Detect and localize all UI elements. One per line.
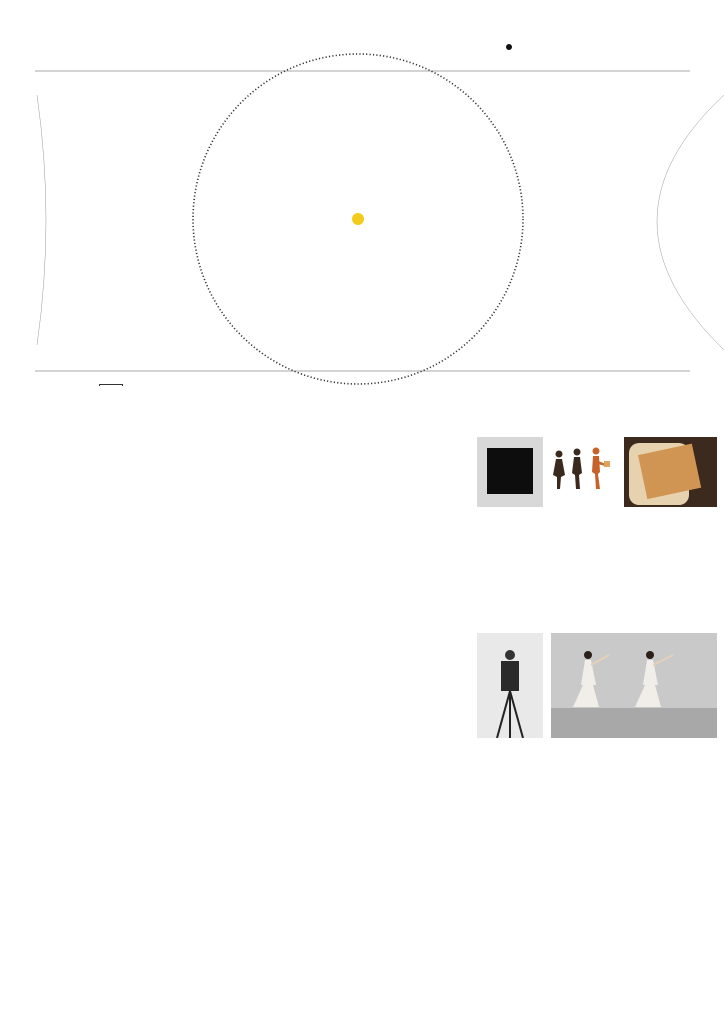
sequence-diagrams (262, 447, 458, 956)
black-tile-icon (487, 448, 533, 494)
sequence-panel-5 (262, 870, 458, 956)
viability-text-block (477, 745, 717, 754)
process-images-row (477, 633, 717, 738)
concha-edge-right (657, 95, 724, 350)
scale-bar (99, 384, 123, 386)
score-text-column (33, 438, 251, 545)
title-block (506, 36, 520, 58)
sun-marker (352, 213, 364, 225)
score-intro (33, 438, 251, 446)
section-latencia (33, 452, 251, 477)
laser-device-icon (501, 661, 519, 691)
object-images-row (477, 437, 717, 507)
arrow-field-diagram (262, 447, 458, 537)
figures-illustration-icon (553, 448, 610, 490)
site-plan-drawing (0, 0, 724, 400)
curving-diagram (262, 664, 458, 750)
dispersal-diagram (262, 561, 458, 647)
bonfire-ring-diagram (262, 870, 458, 946)
sequence-panel-3 (262, 664, 458, 750)
object-text-block (477, 513, 717, 519)
sequence-panel-2 (262, 561, 458, 647)
sequence-panel-1 (262, 447, 458, 537)
plaza-edge-left (37, 95, 46, 345)
section-celebracion (33, 506, 251, 539)
section-despliegue (33, 483, 251, 500)
ring-diagram (262, 767, 458, 853)
sequence-panel-4 (262, 767, 458, 853)
bullet-icon (506, 44, 512, 50)
